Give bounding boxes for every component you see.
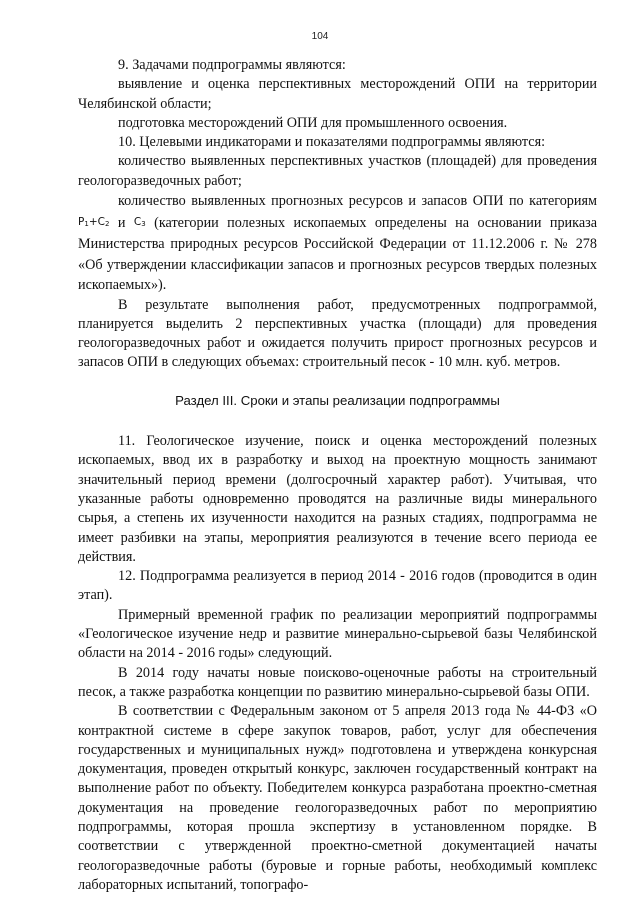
paragraph-task-identification: выявление и оценка перспективных месторождений ОПИ на территории Челябинской области; xyxy=(78,76,597,112)
paragraph-10-indicators-intro: 10. Целевыми индикаторами и показателями подпрограммы являются: xyxy=(118,134,546,151)
paragraph-task-preparation: подготовка месторождений ОПИ для промышленного освоения. xyxy=(118,114,508,131)
indicator-resources-tail: (категории полезных ископаемых определены на основании приказа Министерства природных ресурсов Российской Федерации от 11.12.2006 г. № 278 «Об утверждении классификации запасов и прогнозных ресурсов твердых полезных ископаемых»). xyxy=(78,214,598,294)
formula-c3: $C_3$ xyxy=(133,215,146,228)
indicator-resources-lead: количество выявленных прогнозных ресурсов и запасов ОПИ по категориям xyxy=(118,193,597,210)
paragraph-9-tasks-intro: 9. Задачами подпрограммы являются: xyxy=(118,57,346,73)
paragraph-federal-law: В соответствии с Федеральным законом от 5 апреля 2013 года № 44-ФЗ «О контрактной системе в сфере закупок товаров, работ, услуг для обеспечения государственных и муниципальных нужд» подготовлена и утверждена конкурсная документация, проведен открытый конкурс, заключен государственный контракт на выполнение работ по объекту. Победителем конкурса разработана проектно-сметная документация на проведение геологоразведочных работ по мероприятию подпрограммы, которая прошла экспертизу в установленном порядке. В соответствии с утвержденной проектно-сметной документацией начаты геологоразведочные работы (буровые и горные работы, необходимый комплекс лабораторных испытаний, топографо- xyxy=(78,703,597,893)
document-body xyxy=(78,56,597,895)
paragraph-expected-results: В результате выполнения работ, предусмотренных подпрограммой, планируется выделить 2 перспективных участка (площади) для проведения геологоразведочных работ и ожидается получить прирост прогнозных ресурсов и запасов ОПИ в следующих объемах: строительный песок - 10 млн. куб. метров. xyxy=(78,296,597,371)
formula-conjunction: и xyxy=(117,214,126,231)
formula-p1-plus-c2: $P_1+C_2$ xyxy=(78,215,110,228)
paragraph-11-geological-study: 11. Геологическое изучение, поиск и оценка месторождений полезных ископаемых, ввод их в разработку и выход на проектную мощность занимают значительный период времени (долгосрочный характер работ). Учитывая, что указанные работы одновременно проводятся на различные виды минерального сырья, а степень их изученности находится на разных стадиях, подпрограмма не имеет разбивки на этапы, мероприятия реализуются в течение всего периода ее действия. xyxy=(78,433,597,565)
paragraph-schedule: Примерный временной график по реализации мероприятий подпрограммы «Геологическое изучение недр и развитие минерально-сырьевой базы Челябинской области на 2014 - 2016 годы» следующий. xyxy=(78,606,597,662)
paragraph-2014-works: В 2014 году начаты новые поисково-оценочные работы на строительный песок, а также разработка концепции по развитию минерально-сырьевой базы ОПИ. xyxy=(78,664,597,700)
section-heading: Раздел III. Сроки и этапы реализации подпрограммы xyxy=(175,392,500,408)
paragraph-indicator-resources xyxy=(78,191,597,296)
page-number: 104 xyxy=(311,31,329,42)
paragraph-indicator-sites: количество выявленных перспективных участков (площадей) для проведения геологоразведочных работ; xyxy=(78,153,597,189)
paragraph-12-period: 12. Подпрограмма реализуется в период 2014 - 2016 годов (проводится в один этап). xyxy=(78,568,597,604)
